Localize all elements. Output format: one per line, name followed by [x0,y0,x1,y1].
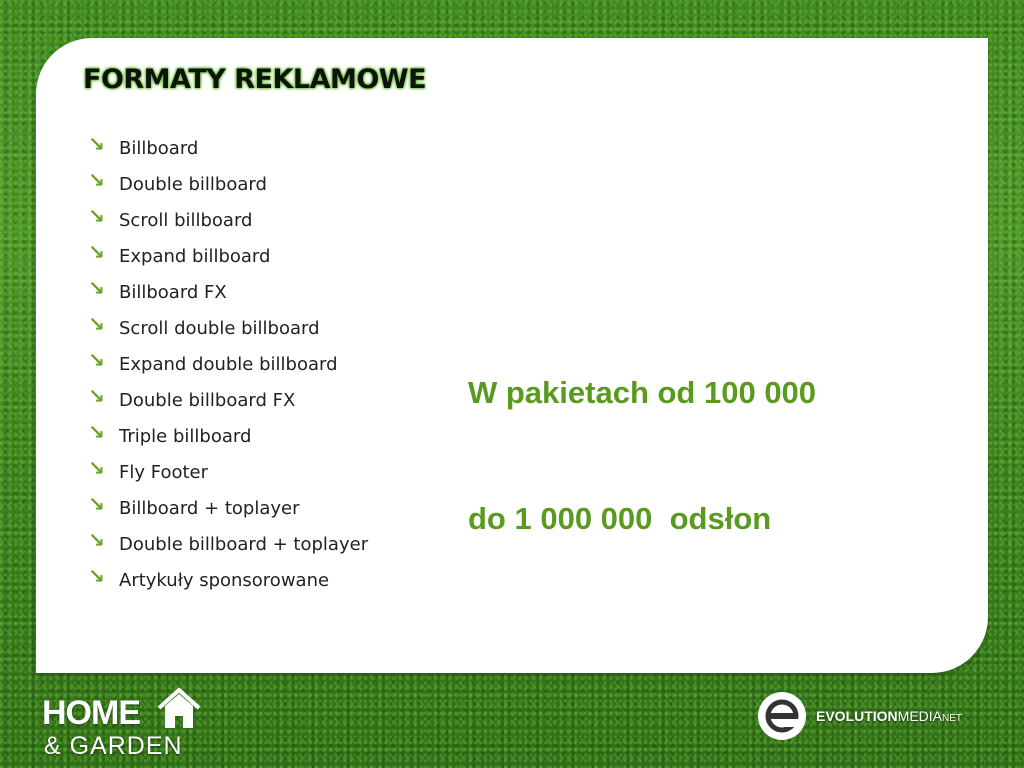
list-item-label: Expand double billboard [119,353,338,375]
arrow-down-right-icon: ↘ [88,420,105,444]
list-item-label: Double billboard [119,173,267,195]
arrow-down-right-icon: ↘ [88,204,105,228]
list-item [88,130,368,166]
arrow-down-right-icon: ↘ [88,492,105,516]
list-item-label: Billboard FX [119,281,227,303]
arrow-down-right-icon: ↘ [88,384,105,408]
list-item [88,346,368,382]
impressions-line-2: do 1 000 000 odsłon [468,501,772,536]
house-icon [157,686,201,730]
arrow-down-right-icon: ↘ [88,276,105,300]
page-title: FORMATY REKLAMOWE [83,64,427,95]
list-item [88,490,368,526]
list-item-label: Triple billboard [119,425,252,447]
arrow-down-right-icon: ↘ [88,348,105,372]
list-item-label: Expand billboard [119,245,271,267]
list-item [88,202,368,238]
list-item [88,418,368,454]
list-item [88,166,368,202]
impressions-line-1: W pakietach od 100 000 [468,375,817,410]
impressions-callout [468,288,816,582]
home-garden-logo-home: HOME [42,694,140,732]
home-garden-logo [42,684,212,760]
arrow-down-right-icon: ↘ [88,132,105,156]
list-item-label: Artykuły sponsorowane [119,569,330,591]
list-item-label: Double billboard + toplayer [119,533,369,555]
home-garden-logo-garden: & GARDEN [44,732,183,760]
list-item [88,310,368,346]
list-item [88,238,368,274]
arrow-down-right-icon: ↘ [88,312,105,336]
arrow-down-right-icon: ↘ [88,564,105,588]
evolution-media-logo [756,688,986,744]
list-item [88,274,368,310]
arrow-down-right-icon: ↘ [88,240,105,264]
arrow-down-right-icon: ↘ [88,456,105,480]
list-item-label: Fly Footer [119,461,208,483]
list-item [88,454,368,490]
ad-format-list [88,130,368,598]
list-item-label: Double billboard FX [119,389,296,411]
list-item-label: Scroll billboard [119,209,253,231]
arrow-down-right-icon: ↘ [88,528,105,552]
evolution-media-wordmark: EVOLUTIONMEDIANET [816,708,963,724]
arrow-down-right-icon: ↘ [88,168,105,192]
list-item [88,562,368,598]
list-item-label: Billboard + toplayer [119,497,300,519]
list-item-label: Billboard [119,137,199,159]
list-item-label: Scroll double billboard [119,317,320,339]
list-item [88,526,368,562]
list-item [88,382,368,418]
evolution-e-icon [756,690,808,742]
